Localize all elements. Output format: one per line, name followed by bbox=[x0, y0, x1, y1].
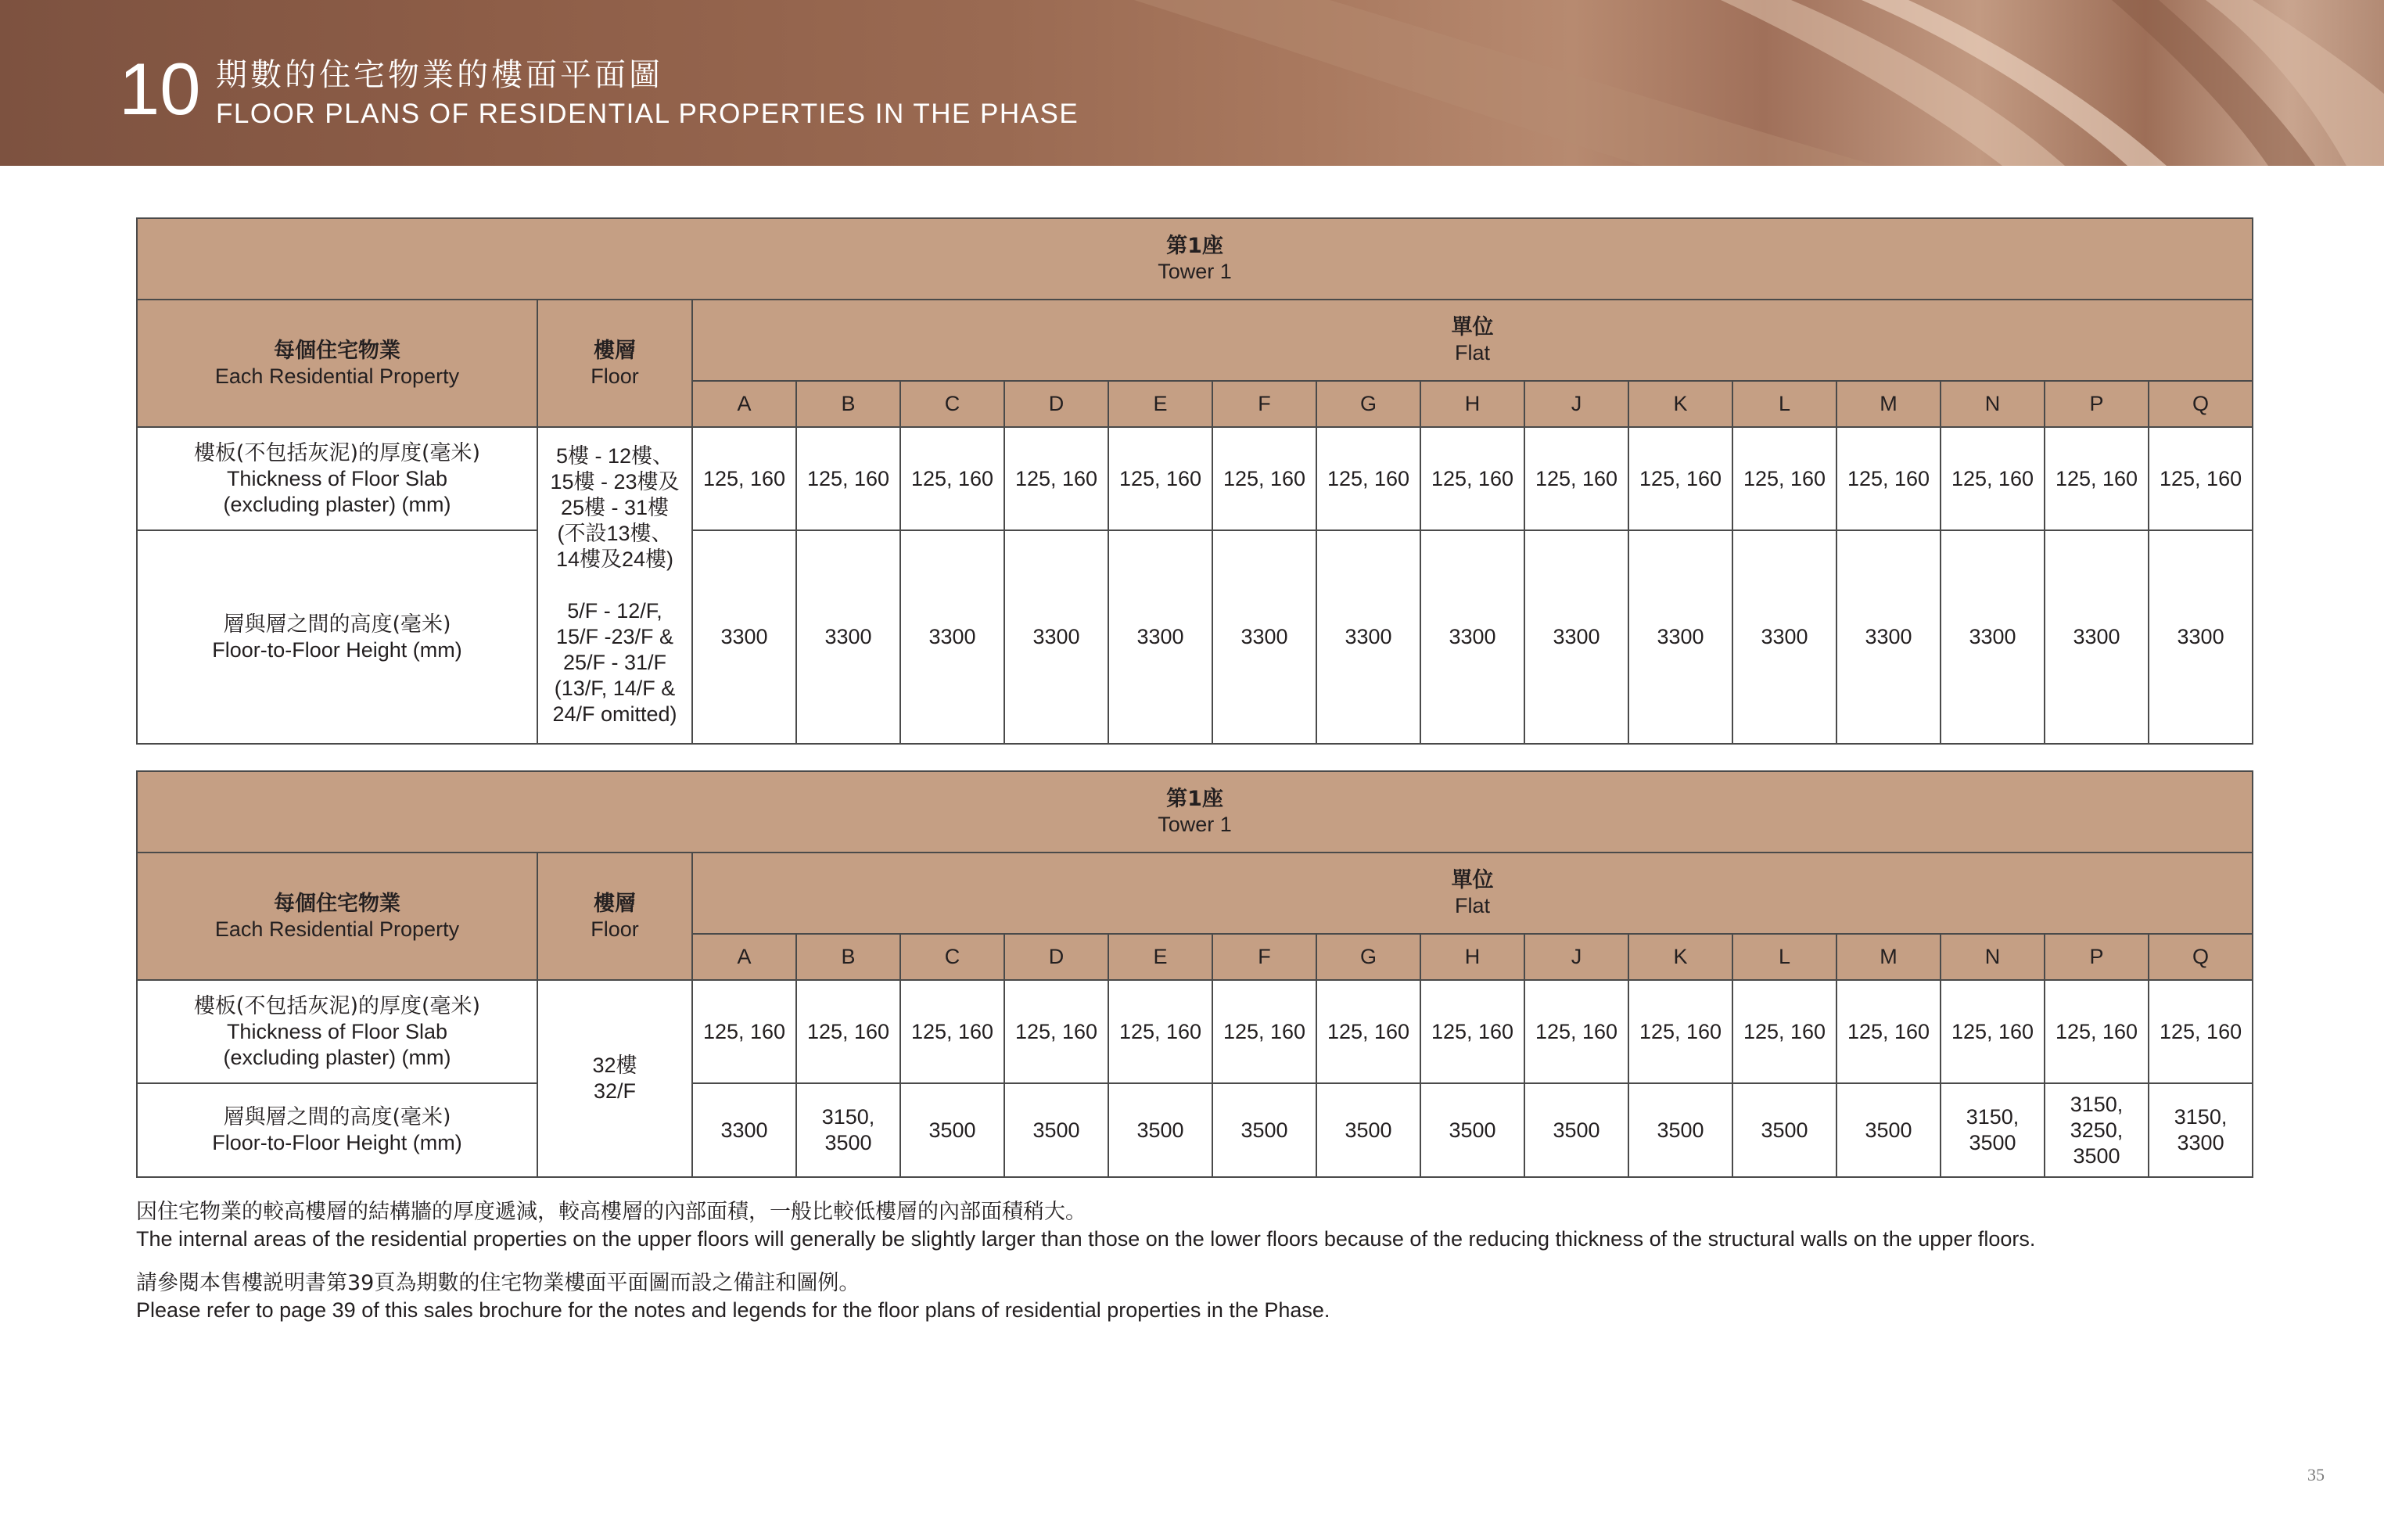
slab-value-d: 125, 160 bbox=[1004, 980, 1108, 1083]
slab-value-a: 125, 160 bbox=[692, 980, 796, 1083]
height-label-en: Floor-to-Floor Height (mm) bbox=[212, 637, 462, 662]
floor-range-zh-line: 15樓 - 23樓及 bbox=[550, 470, 680, 494]
note-1-en: The internal areas of the residential properties on the upper floors will generally be slightly larger than those on the lower floors because of the reducing thickness of the structural walls on the upper floors. bbox=[136, 1227, 2036, 1251]
height-value-line: 3150, bbox=[821, 1105, 875, 1129]
slab-value-g: 125, 160 bbox=[1316, 980, 1420, 1083]
height-value-b: 3300 bbox=[796, 530, 900, 744]
tower-label-zh: 第1座 bbox=[1166, 234, 1223, 258]
height-value-line: 3150, bbox=[2174, 1105, 2228, 1129]
slab-value-f: 125, 160 bbox=[1212, 980, 1316, 1083]
slab-value-h: 125, 160 bbox=[1420, 427, 1524, 530]
slab-value-n: 125, 160 bbox=[1941, 427, 2045, 530]
header-banner bbox=[0, 0, 2384, 166]
slab-label-en-1: Thickness of Floor Slab bbox=[226, 466, 448, 490]
slab-value-b: 125, 160 bbox=[796, 980, 900, 1083]
height-value-p bbox=[2045, 1083, 2149, 1177]
flat-letter-d: D bbox=[1004, 381, 1108, 427]
tower-label-zh: 第1座 bbox=[1166, 787, 1223, 811]
flat-letter-k: K bbox=[1628, 381, 1732, 427]
page-title-english: FLOOR PLANS OF RESIDENTIAL PROPERTIES IN THE PHASE bbox=[216, 99, 1079, 129]
flat-letter-h: H bbox=[1420, 934, 1524, 980]
floor-label-zh: 樓層 bbox=[594, 891, 636, 916]
height-value-line: 3500 bbox=[1969, 1131, 2016, 1154]
flat-letter-k: K bbox=[1628, 934, 1732, 980]
height-value-line: 3300 bbox=[720, 1118, 768, 1142]
slab-value-b: 125, 160 bbox=[796, 427, 900, 530]
erp-label-en: Each Residential Property bbox=[214, 364, 460, 388]
height-value-line: 3500 bbox=[1240, 1118, 1288, 1142]
slab-label-cell bbox=[137, 427, 537, 530]
flat-letter-n: N bbox=[1941, 934, 2045, 980]
height-value-h bbox=[1420, 1083, 1524, 1177]
height-value-line: 3250, bbox=[2070, 1118, 2124, 1142]
flat-letter-n: N bbox=[1941, 381, 2045, 427]
floor-range-en-line: 15/F -23/F & bbox=[555, 625, 674, 648]
slab-value-j: 125, 160 bbox=[1524, 980, 1628, 1083]
flat-letter-b: B bbox=[796, 381, 900, 427]
flat-label-zh: 單位 bbox=[1451, 868, 1494, 892]
height-value-line: 3150, bbox=[1966, 1105, 2020, 1129]
flat-letter-m: M bbox=[1836, 934, 1941, 980]
floor-range-zh: 32樓 bbox=[592, 1054, 637, 1077]
slab-value-m: 125, 160 bbox=[1836, 427, 1941, 530]
slab-value-k: 125, 160 bbox=[1628, 980, 1732, 1083]
height-value-line: 3500 bbox=[1761, 1118, 1808, 1142]
floor-header-cell bbox=[537, 853, 692, 980]
height-value-m bbox=[1836, 1083, 1941, 1177]
slab-value-e: 125, 160 bbox=[1108, 980, 1212, 1083]
tower-header-row bbox=[137, 218, 2253, 300]
slab-label-en-1: Thickness of Floor Slab bbox=[226, 1019, 448, 1043]
note-1-zh: 因住宅物業的較高樓層的結構牆的厚度遞減，較高樓層的內部面積，一般比較低樓層的內部面積稍大。 bbox=[136, 1200, 1086, 1224]
slab-label-en-2: (excluding plaster) (mm) bbox=[223, 1045, 451, 1069]
slab-label-zh: 樓板(不包括灰泥)的厚度(毫米) bbox=[193, 440, 481, 465]
slab-value-m: 125, 160 bbox=[1836, 980, 1941, 1083]
floor-range-cell bbox=[537, 980, 692, 1177]
floor-range-zh-line: 5樓 - 12樓、 bbox=[555, 444, 674, 468]
height-row bbox=[137, 530, 2253, 744]
height-value-q bbox=[2149, 1083, 2253, 1177]
tower-header-row bbox=[137, 771, 2253, 853]
tower-label-en: Tower 1 bbox=[1158, 813, 1232, 836]
flat-letter-f: F bbox=[1212, 381, 1316, 427]
erp-label-zh: 每個住宅物業 bbox=[274, 891, 400, 916]
height-value-line: 3500 bbox=[1345, 1118, 1392, 1142]
height-value-n: 3300 bbox=[1941, 530, 2045, 744]
flat-letter-l: L bbox=[1732, 381, 1836, 427]
note-2-zh: 請參閱本售樓説明書第39頁為期數的住宅物業樓面平面圖而設之備註和圖例。 bbox=[136, 1271, 860, 1295]
height-value-q: 3300 bbox=[2149, 530, 2253, 744]
height-value-b bbox=[796, 1083, 900, 1177]
floor-range-zh-line: 25樓 - 31樓 bbox=[560, 496, 670, 519]
note-2-en: Please refer to page 39 of this sales brochure for the notes and legends for the floor plans of residential properties in the Phase. bbox=[136, 1298, 1330, 1322]
floor-label-zh: 樓層 bbox=[594, 338, 636, 363]
height-value-l: 3300 bbox=[1732, 530, 1836, 744]
height-row bbox=[137, 1083, 2253, 1177]
height-value-line: 3500 bbox=[928, 1118, 976, 1142]
slab-value-q: 125, 160 bbox=[2149, 427, 2253, 530]
height-value-p: 3300 bbox=[2045, 530, 2149, 744]
height-value-line: 3500 bbox=[1865, 1118, 1912, 1142]
flat-letter-j: J bbox=[1524, 381, 1628, 427]
floor-range-en-line: 5/F - 12/F, bbox=[567, 599, 662, 623]
note-2 bbox=[136, 1269, 2287, 1323]
column-header-row bbox=[137, 853, 2253, 934]
page-title-chinese: 期數的住宅物業的樓面平面圖 bbox=[216, 57, 663, 93]
slab-value-h: 125, 160 bbox=[1420, 980, 1524, 1083]
height-value-l bbox=[1732, 1083, 1836, 1177]
tower-header-cell bbox=[137, 218, 2253, 300]
slab-value-n: 125, 160 bbox=[1941, 980, 2045, 1083]
tower-label-en: Tower 1 bbox=[1158, 260, 1232, 283]
height-value-line: 3300 bbox=[2177, 1131, 2224, 1154]
slab-value-l: 125, 160 bbox=[1732, 980, 1836, 1083]
floor-range-en-line: 24/F omitted) bbox=[552, 702, 677, 726]
height-label-cell bbox=[137, 1083, 537, 1177]
height-value-e: 3300 bbox=[1108, 530, 1212, 744]
flat-letter-m: M bbox=[1836, 381, 1941, 427]
height-value-a bbox=[692, 1083, 796, 1177]
note-1 bbox=[136, 1198, 2287, 1252]
slab-value-f: 125, 160 bbox=[1212, 427, 1316, 530]
slab-label-en-2: (excluding plaster) (mm) bbox=[223, 492, 451, 516]
height-value-k: 3300 bbox=[1628, 530, 1732, 744]
column-header-row bbox=[137, 300, 2253, 381]
height-value-d: 3300 bbox=[1004, 530, 1108, 744]
height-label-cell bbox=[137, 530, 537, 744]
flat-letter-c: C bbox=[900, 381, 1004, 427]
slab-value-e: 125, 160 bbox=[1108, 427, 1212, 530]
height-label-en: Floor-to-Floor Height (mm) bbox=[212, 1131, 462, 1154]
flat-letter-a: A bbox=[692, 381, 796, 427]
slab-label-zh: 樓板(不包括灰泥)的厚度(毫米) bbox=[193, 993, 481, 1018]
erp-label-en: Each Residential Property bbox=[214, 917, 460, 941]
floor-range-en: 32/F bbox=[593, 1079, 637, 1103]
erp-label-zh: 每個住宅物業 bbox=[274, 338, 400, 363]
flat-letter-q: Q bbox=[2149, 934, 2253, 980]
flat-letter-l: L bbox=[1732, 934, 1836, 980]
flat-label-en: Flat bbox=[1455, 341, 1491, 364]
section-number: 10 bbox=[119, 48, 201, 130]
flat-letter-g: G bbox=[1316, 934, 1420, 980]
slab-value-j: 125, 160 bbox=[1524, 427, 1628, 530]
floor-label-en: Floor bbox=[591, 917, 639, 941]
height-value-a: 3300 bbox=[692, 530, 796, 744]
flat-letter-p: P bbox=[2045, 381, 2149, 427]
height-value-h: 3300 bbox=[1420, 530, 1524, 744]
height-value-f: 3300 bbox=[1212, 530, 1316, 744]
flat-letter-h: H bbox=[1420, 381, 1524, 427]
flat-letter-d: D bbox=[1004, 934, 1108, 980]
slab-value-d: 125, 160 bbox=[1004, 427, 1108, 530]
height-value-g: 3300 bbox=[1316, 530, 1420, 744]
height-value-line: 3500 bbox=[2073, 1143, 2120, 1168]
slab-value-q: 125, 160 bbox=[2149, 980, 2253, 1083]
flat-label-en: Flat bbox=[1455, 894, 1491, 917]
height-value-c: 3300 bbox=[900, 530, 1004, 744]
floor-header-cell bbox=[537, 300, 692, 427]
floor-range-zh-line: (不設13樓、 bbox=[557, 522, 673, 545]
height-value-line: 3500 bbox=[1136, 1118, 1184, 1142]
flat-header-cell bbox=[692, 300, 2253, 381]
slab-row bbox=[137, 427, 2253, 530]
slab-value-a: 125, 160 bbox=[692, 427, 796, 530]
flat-letter-a: A bbox=[692, 934, 796, 980]
height-value-line: 3500 bbox=[824, 1131, 872, 1154]
height-label-zh: 層與層之間的高度(毫米) bbox=[223, 1105, 451, 1129]
height-value-line: 3500 bbox=[1449, 1118, 1496, 1142]
slab-label-cell bbox=[137, 980, 537, 1083]
flat-letter-f: F bbox=[1212, 934, 1316, 980]
height-value-n bbox=[1941, 1083, 2045, 1177]
floor-label-en: Floor bbox=[591, 364, 639, 388]
slab-value-p: 125, 160 bbox=[2045, 980, 2149, 1083]
height-label-zh: 層與層之間的高度(毫米) bbox=[223, 612, 451, 637]
slab-value-l: 125, 160 bbox=[1732, 427, 1836, 530]
height-value-e bbox=[1108, 1083, 1212, 1177]
erp-header-cell bbox=[137, 300, 537, 427]
floor-spec-table-1 bbox=[136, 217, 2253, 745]
height-value-line: 3500 bbox=[1657, 1118, 1704, 1142]
tower-header-cell bbox=[137, 771, 2253, 853]
floor-range-spacer bbox=[538, 573, 691, 598]
flat-letter-b: B bbox=[796, 934, 900, 980]
height-value-line: 3150, bbox=[2070, 1092, 2124, 1116]
height-value-f bbox=[1212, 1083, 1316, 1177]
height-value-k bbox=[1628, 1083, 1732, 1177]
flat-letter-e: E bbox=[1108, 934, 1212, 980]
floor-range-en-line: 25/F - 31/F bbox=[562, 651, 667, 674]
flat-letter-c: C bbox=[900, 934, 1004, 980]
height-value-j: 3300 bbox=[1524, 530, 1628, 744]
height-value-m: 3300 bbox=[1836, 530, 1941, 744]
flat-letter-p: P bbox=[2045, 934, 2149, 980]
floor-spec-table-2 bbox=[136, 770, 2253, 1178]
height-value-d bbox=[1004, 1083, 1108, 1177]
floor-range-en-line: (13/F, 14/F & bbox=[554, 677, 676, 700]
slab-value-g: 125, 160 bbox=[1316, 427, 1420, 530]
height-value-g bbox=[1316, 1083, 1420, 1177]
page-number: 35 bbox=[2307, 1465, 2325, 1484]
floor-range-cell bbox=[537, 427, 692, 744]
slab-value-c: 125, 160 bbox=[900, 980, 1004, 1083]
slab-value-c: 125, 160 bbox=[900, 427, 1004, 530]
erp-header-cell bbox=[137, 853, 537, 980]
flat-letter-e: E bbox=[1108, 381, 1212, 427]
height-value-line: 3500 bbox=[1032, 1118, 1080, 1142]
floor-range-zh-line: 14樓及24樓) bbox=[555, 547, 674, 571]
flat-label-zh: 單位 bbox=[1451, 315, 1494, 339]
height-value-c bbox=[900, 1083, 1004, 1177]
notes-block bbox=[136, 1198, 2287, 1341]
height-value-line: 3500 bbox=[1553, 1118, 1600, 1142]
flat-letter-q: Q bbox=[2149, 381, 2253, 427]
slab-value-p: 125, 160 bbox=[2045, 427, 2149, 530]
flat-header-cell bbox=[692, 853, 2253, 934]
height-value-j bbox=[1524, 1083, 1628, 1177]
flat-letter-j: J bbox=[1524, 934, 1628, 980]
slab-value-k: 125, 160 bbox=[1628, 427, 1732, 530]
flat-letter-g: G bbox=[1316, 381, 1420, 427]
slab-row bbox=[137, 980, 2253, 1083]
